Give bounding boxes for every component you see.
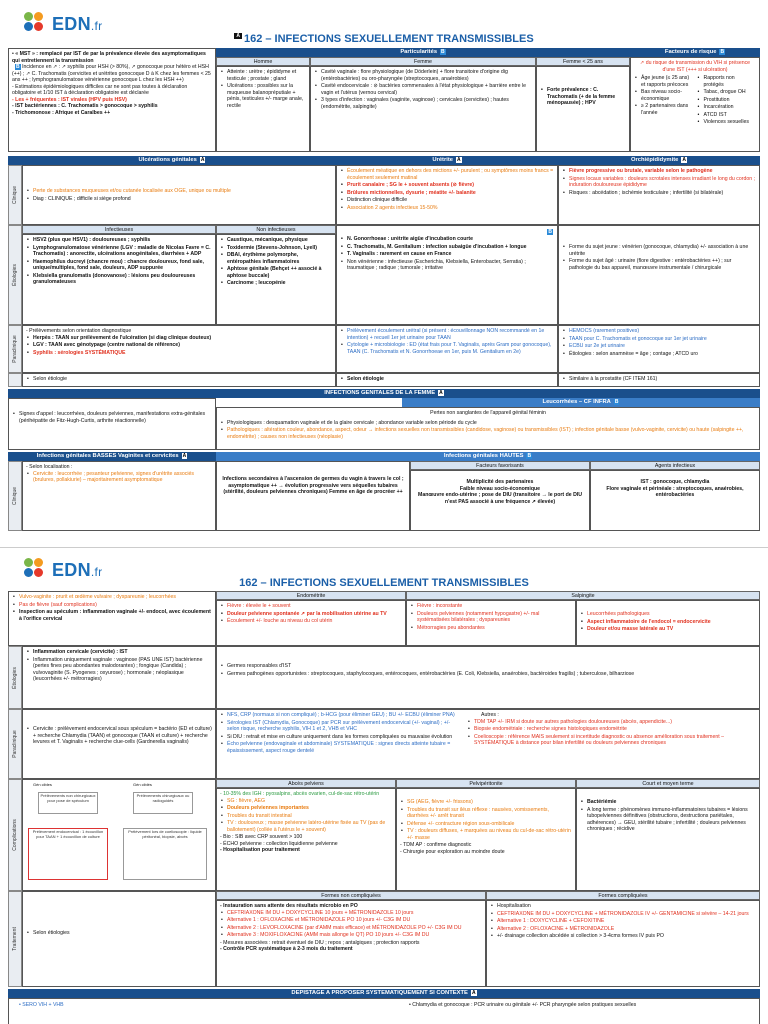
right-etio: • Germes responsables d'IST • Germes pathogènes opportunistes : streptocoques, staphylocoques, entérocoques, entérobactéries (E. Coli, Klebsiella, anaérobies, bactéroides fragilis) ; tuberculose, bilharziose: [216, 646, 760, 709]
brand-suffix: .fr: [90, 18, 103, 33]
band-depistage: DEPISTAGE A PROPOSER SYSTEMATIQUEMENT SI CONTEXTE A: [8, 989, 760, 998]
facteur-item: • Tabac, drogue OH: [697, 89, 757, 96]
bottom-right-text: • Chlamydia et gonocoque : PCR urinaire ou génitale +/- PCR pharyngée selon pratiques sexuelles: [409, 1002, 637, 1008]
femme-box: • Cavité vaginale : flore physiologique (de Döderlein) + flore transitoire d'origine dig (entérobactéries) ou oro-pharyngée (streptocoques, anaérobies) • Cavité endocervicale : ⊘ bactéries commensales à l'état physiologique + barrière entre le vagin et l'utérus (vernou cervical) • 3 types d'infection : vaginales (vaginite, vaginose) ; cervicales (cervicites) ; hautes (endométrite, salpingite): [310, 66, 536, 152]
leucorrhees-box: Pertes non sanglantes de l'appareil génital féminin • Physiologiques : desquamation vaginale et de la glaire cervicale ; abondance variable selon période du cycle • Pathologiques : altération couleur, abondance, aspect, odeur → infections sexuelles non transmissibles (candidose, vaginose) ou transmissibles (IST) ; infection génitale basse (vulvo-vaginite, cervicite) ou haute (salpingite ++, endométrite) ; causes non infectieuses (néoplasie): [216, 407, 760, 450]
trait-noncomp: - Instauration sans attente des résultats microbio en PO • CEFTRIAXONE IM DU + DOXYCYCLINE 10 jours + MÉTRONIDAZOLE 10 jours • Alternative 1 : OFLOXACINE et MÉTRONIDAZOLE PO 10 jours +/- C3G IM DU • Alternative 2 : LEVOFLOXACINE (par d'AMM mais efficace) et MÉTRONIDAZOLE PO +/- C3G IM DU • Alternative 3 : MOXIFLOXACINE (AMM mais allonge le QT) PO 10 jours +/- C3G IM DU - Mesures associées : retrait éventuel de DIU ; repos ; antalgiques ; protection rapports - Contrôle PCR systématique à 2-3 mois du traitement: [216, 900, 486, 987]
col-endometrite: Endométrite: [216, 591, 406, 600]
side-paraclinique: Paraclinique: [8, 325, 22, 373]
col-non-infectieuses: Non infectieuses: [216, 225, 336, 234]
side-etiologies: Étiologies: [8, 225, 22, 325]
basses-box: - Selon localisation : • Cervicite : leucorrhée ; pesanteur pelvienne, signes d'urétrite associés (brulures, pollakiurie) – majoritairement asymptomatique: [22, 461, 216, 531]
ure-clinique: • Écoulement méatique en dehors des mictions +/- purulent ; ou symptômes moins francs = écoulement seulement matinal • Prurit canalaire ; SG le + souvent absents (⊘ fièvre) • Brûlures mictionnelles, dysurie ; méatite +/- balanite • Distinction clinique difficile • Association 2 agents infectieux 15-50%: [336, 165, 558, 225]
facteurs-box: ↗ du risque de transmission du VIH si présence d'une IST (+++ si ulcération) • Âge jeune (≤ 25 ans) et rapports précoces • Bas niveau socio-économique • ≥ 2 partenaires dans l'année • Rapports non protégés • Tabac, drogue OH • Prostitution • Incarcération • ATCD IST • Violences sexuelles: [630, 57, 760, 152]
col-abces: Abcès pelviens: [216, 779, 396, 788]
col-infectieuses: Infectieuses: [22, 225, 216, 234]
band-ulcerations: Ulcérations génitales A: [8, 156, 336, 165]
hautes-intro: Infections secondaires à l'ascension de germes du vagin à travers le col ; asymptomatique ++ → évolution progressive vers séquelles tubaires (stérilité, douleurs pelviennes chroniques) Femme en âge de procréer ++: [216, 461, 410, 531]
rank-badge: A: [236, 33, 240, 39]
side-clinique-femme: Clinique: [8, 461, 22, 531]
facteur-item: • Prostitution: [697, 97, 757, 104]
signes-appel: • Signes d'appel : leucorrhées, douleurs pelviennes, manifestations extra-génitales (périhépatite de Fitz-Hugh-Curtis, arthrite réactionnelle): [8, 398, 216, 450]
intro-line-1: • « MST » : remplacé par IST de par la prévalence élevée des asymptomatiques qui entretiennent la transmission: [12, 51, 206, 64]
ure-trait: • Selon étiologie: [336, 373, 558, 387]
ure-para: • Prélèvement écoulement urétral (si présent : écouvillonnage NON recommandé en 1e intention) + recueil 1er jet urinaire pour TAAN • Cytologie + microbiologie : ED (état frais pour T. Vaginalis, après Gram pour gonocoque), TAAN (C. Trachomatis et N. Gonorrhoeae en 1er, puis M. Genitalium en 2e): [336, 325, 558, 373]
salp-clinique-1: • Fièvre : inconstante • Douleurs pelviennes (notamment hypogastre) +/- mal systématisées bilatérales ; dyspareunies • Métrorragies peu abondantes: [406, 600, 576, 646]
depistage-box: [8, 998, 760, 1024]
facteur-item: • ≥ 2 partenaires dans l'année: [634, 103, 694, 116]
col-non-compliquees: Formes non compliquées: [216, 891, 486, 900]
col-salpingite: Salpingite: [406, 591, 760, 600]
band-uretrite: Urétrite A: [336, 156, 558, 165]
col-facteurs-favorisants: Facteurs favorisants: [410, 461, 590, 470]
page-2: [0, 547, 768, 1024]
col-agents: Agents infectieux: [590, 461, 760, 470]
col-homme: Homme: [216, 57, 310, 66]
band-leucorrhees: Leucorrhées – CF INFRA B: [402, 398, 760, 407]
endo-clinique: • Fièvre : élevée le + souvent • Douleur pelvienne spontanée ↗ par la mobilisation utérine au TV • Écoulement +/- louche au niveau du col utérin: [216, 600, 406, 646]
hautes-agents: IST : gonocoque, chlamydia Flore vaginale et périnéale : streptocoques, anaérobies, entérobactéries: [590, 470, 760, 531]
left-para: • Cervicite : prélèvement endocervical sous spéculum = bactério (ED et culture) + recherche Chlamydia (TAAN) et gonocoque (TAAN et culture) + recherche levures et T. Vaginalis + recherche clue-cells (Gardnerella vaginalis): [22, 709, 216, 779]
col-compliquees: Formes compliquées: [486, 891, 760, 900]
intro-box: [8, 48, 216, 152]
band-basses: Infections génitales BASSES Vaginites et cervicites A: [8, 452, 216, 461]
flow-node-2: Prélèvements chirurgicaux ou radioguidés: [133, 792, 193, 814]
brand-name: EDN: [52, 13, 91, 34]
band-particularites: Particularités B: [216, 48, 630, 57]
side-etiologies-2: Étiologies: [8, 646, 22, 709]
intro-line-3: - Estimations épidémiologiques difficiles car ne sont pas toutes à déclaration obligatoire et 1/10 IST à déclaration obligatoire est déclarée: [12, 83, 188, 96]
facteur-item: • ATCD IST: [697, 112, 757, 119]
right-para: • NFS, CRP (normaux si non compliqué) ; b-HCG (pour éliminer GEU) ; BU +/- ECBU (éliminer PNA) • Sérologies IST (Chlamydia, Gonocoque) par PCR sur prélèvement endocervical (+/- vaginal) ; +/- selon risque, recherche syphilis, VIH 1 et 2, VHB et VHC • Si DIU : retrait et mise en culture uniquement dans les formes compliquées ou mauvaise évolution • Écho pelvienne (endovaginale et abdominale) SYSTEMATIQUE : signes directs atteinte tubaire = épaississement, aspect rouge dentelé Autres : • TDM TAP +/- IRM si doute sur autres pathologies douloureuses (abcès, appendicite...) • Biopsie endométriale : recherche signes histologiques endométrite • Coelioscopie : référence MAIS seulement si incertitude diagnostic ou absence amélioration sous traitement – SYSTÉMATIQUE à distance pour bilan infertilité ou douleurs pelviennes chroniques: [216, 709, 760, 779]
orc-para: • HEMOCS (rarement positives) • TAAN pour C. Trachomatis et gonocoque sur 1er jet urinaire • ECBU sur 2e jet urinaire • Étiologies : selon anamnèse = âge ; contage ; ATCD uro: [558, 325, 760, 373]
ulc-etio-noninf: • Caustique, mécanique, physique • Toxidermie (Stevens-Johnson, Lyell) • DBAI, érythème polymorphe, entéropathies inflammatoires • Aphtose génitale (Behçet ++ associé à aphtose buccale) • Carcinome ; leucopénie: [216, 234, 336, 325]
facteur-item: • Bas niveau socio-économique: [634, 89, 694, 102]
intro-line-5: - IST bactériennes : C. Trachomatis > gonocoque > syphilis: [12, 103, 158, 109]
orc-clinique: • Fièvre progressive ou brutale, variable selon le pathogène • Signes locaux variables : douleurs scrotales intenses irradiant le long du cordon ; induration douloureuse épididyme • Risques : abcédation ; ischémie testiculaire ; infertilité (si bilatérale): [558, 165, 760, 225]
flow-node-4: Prélèvement lors de coelioscopie : liquide péritonéal, biopsie, abcès: [123, 828, 207, 880]
facteur-item: • Âge jeune (≤ 25 ans) et rapports précoces: [634, 75, 694, 88]
flow-node-3: Prélèvement endocervical : 1 écouvillon pour TAAN + 1 écouvillon de culture: [28, 828, 108, 880]
trait-comp: • Hospitalisation • CEFTRIAXONE IM DU + DOXYCYCLINE + MÉTRONIDAZOLE IV +/- GENTAMICINE si sévère – 14-21 jours • Alternative 1 : DOXYCYCLINE + CEFOXITINE • Alternative 2 : OFLOXACINE + MÉTRONIDAZOLE • +/- drainage collection abcédée si collection > 3-4cms formes IV puis PO: [486, 900, 760, 987]
bottom-left-text: • SERO VIH + VHB: [19, 1002, 64, 1008]
intro-line-4: - Les + fréquentes : IST virales (HPV puis HSV): [12, 96, 127, 103]
band-hautes: Infections génitales HAUTES B: [216, 452, 760, 461]
page-title: [0, 33, 768, 47]
facteur-item: • Violences sexuelles: [697, 119, 757, 126]
page-title-text: 162 – INFECTIONS SEXUELLEMENT TRANSMISSIBLES: [243, 33, 534, 45]
col-court-terme: Court et moyen terme: [576, 779, 760, 788]
orc-etio: • Forme du sujet jeune : vénérien (gonocoque, chlamydia) +/- association à une urétrite • Forme du sujet âgé : urinaire (flore digestive : entérobactéries ++) ; sur pathologie du bas appareil, manœuvre instrumentale / chirurgicale: [558, 225, 760, 325]
side-traitement-2: Traitement: [8, 891, 22, 987]
facteur-item: • Rapports non protégés: [697, 75, 757, 88]
intro-line-6: - Trichomonose : Afrique et Caraïbes ++: [12, 109, 111, 116]
abces-box: - 10-35% des IGH : pyosalpinx, abcès ovarien, cul-de-sac rétro-utérin • SG : fièvre, AEG • Douleurs pelviennes importantes • Troubles du transit intestinal • TV : douloureux ; masse pelvienne latéro-utérine fixée au TV (pas de ballotement) (collée à l'utérus le + souvent) - Bio : SIB avec CRP souvent > 100 - ÉCHO pelvienne : collection liquidienne pelvienne - Hospitalisation pour traitement: [216, 788, 396, 891]
intro-line-2: B Incidence en ↗ : ↗ syphilis pour HSH (> 80%), ↗ gonocoque pour hétéro et HSH (++) ; ↗ C. Trachomatis (cervicites et urétrites gonocoque D à K chez les femmes < 25 ans ++ ; lymphogranulomatose vénérienne gonocoque L chez les HSH ++): [12, 64, 211, 83]
salp-clinique-2: • Leucorrhées pathologiques • Aspect inflammatoire de l'endocol = endocervicite • Douleur et/ou masse latérale au TV: [576, 600, 760, 646]
ulc-clinique: • Perte de substances muqueuses et/ou cutanée localisée aux OGE, unique ou multiple • Diag : CLINIQUE ; difficile si siège profond: [22, 165, 336, 225]
col-femme-25: Femme < 25 ans: [536, 57, 630, 66]
left-etio: • Inflammation cervicale (cervicite) : IST • Inflammation uniquement vaginale : vaginose (PAS UNE IST) bactérienne (pertes fines peu abondantes malodorantes) ; fongique (Candida) ; vulvovaginite (S. Pyogenes ; oxyurose) ; hormonale ; néoplasique (leucorrhées +/- métrorragies): [22, 646, 216, 709]
page-title-2: 162 – INFECTIONS SEXUELLEMENT TRANSMISSIBLES: [239, 577, 529, 589]
left-clinique: • Vulvo-vaginite : prurit et œdème vulvaire ; dyspareunie ; leucorrhées • Pas de fièvre (sauf complications) • Inspection au spéculum : inflammation vaginale +/- endocol, avec écoulement à l'orifice cervical: [8, 591, 216, 646]
band-femme: INFECTIONS GENITALES DE LA FEMME A: [8, 389, 760, 398]
facteur-item: • Incarcération: [697, 104, 757, 111]
col-pelviperitonite: Pelvipéritonite: [396, 779, 576, 788]
flowchart: Gén cibles Gén ciblés Prélèvements non chirurgicaux pour pose de spéculum Prélèvements chirurgicaux ou radioguidés Prélèvement endocervical : 1 écouvillon pour TAAN + 1 écouvillon de culture Prélèvement lors de coelioscopie : liquide péritonéal, biopsie, abcès: [22, 779, 216, 891]
ulc-etio-inf: • HSV2 (plus que HSV1) : douloureuses ; syphilis • Lymphogranulomatose vénérienne (LGV : maladie de Nicolas Favre = C. Trachomatis) : anorectite, ulcérations anogénitales, diarrhées + ADP • Haemophilus ducreyi (chancre mou) : chancre douloureux, fond sale, unique/multiples, fond sale, douleurs, ADP suppurée • Klebsiella granulomatis (donovanose) : lésions peu douloureuses granulomateuses: [22, 234, 216, 325]
court-box: • Bactériémie • A long terme : phénomènes immuno-inflammatoires tubaires = lésions tubopelviennes définitives (obstructions, destructions pariétales, adhérences) → GEU, stérilité tubaire ; infertilité ; douleurs pelviennes chroniques ; récidive: [576, 788, 760, 891]
side-clinique: Clinique: [8, 165, 22, 225]
ulc-trait: • Selon étiologie: [22, 373, 336, 387]
femme25-box: • Forte prévalence : C. Trachomatis (+ de la femme ménopausée) ; HPV: [536, 66, 630, 152]
side-complications: Complications: [8, 779, 22, 891]
flow-node-1: Prélèvements non chirurgicaux pour pose de spéculum: [38, 792, 98, 814]
band-facteurs: Facteurs de risque B: [630, 48, 760, 57]
band-orchiepididymite: Orchiépididymite A: [558, 156, 760, 165]
col-femme: Femme: [310, 57, 536, 66]
pelvi-box: • SG (AEG, fièvre +/- frissons) • Troubles du transit sur iléus réflexe : nausées, vomissements, diarrhées +/- arrêt transit • Défense +/- contracture région sous-ombilicale • TV : douleurs diffuses, + marquées au niveau du cul-de-sac rétro-utérin +/- masse - TDM AP : confirme diagnostic - Chirurgie pour exploration au moindre doute: [396, 788, 576, 891]
trait-left: • Selon étiologies: [22, 891, 216, 987]
homme-box: • Atteinte : urètre ; épididyme et testicule ; prostate ; gland • Ulcérations : possibles sur la muqueuse balanopréputiale + pénis, testicules +/- marge anale, rectile: [216, 66, 310, 152]
side-traitement: [8, 373, 22, 387]
edn-logo-2: EDN.fr: [24, 558, 102, 582]
hautes-fav: Multiplicité des partenaires Faible niveau socio-économique Manœuvre endo-utérine ; pose de DIU (transitoire → le port de DIU n'est PAS associé à une fréquence ↗ élevée): [410, 470, 590, 531]
orc-trait: • Similaire à la prostatite (CF ITEM 161): [558, 373, 760, 387]
side-paraclinique-2: Paraclinique: [8, 709, 22, 779]
ure-etio: B • N. Gonorrhoeae : urétrite aigüe d'incubation courte • C. Trachomatis, M. Genitalium : infection subaigüe d'incubation + longue • T. Vaginalis : rarement en cause en France • Non vénérienne : infectieuse (Escherichia, Klebsiella, Enterobacter, Serratia) ; traumatique ; radique ; tumorale ; irritative: [336, 225, 558, 325]
ulc-para: - Prélèvements selon orientation diagnostique • Herpès : TAAN sur prélèvement de l'ulcération (si diag clinique douteux) • LGV : TAAN avec génotypage (centre national de référence) • Syphilis : sérologies SYSTÉMATIQUE: [22, 325, 336, 373]
